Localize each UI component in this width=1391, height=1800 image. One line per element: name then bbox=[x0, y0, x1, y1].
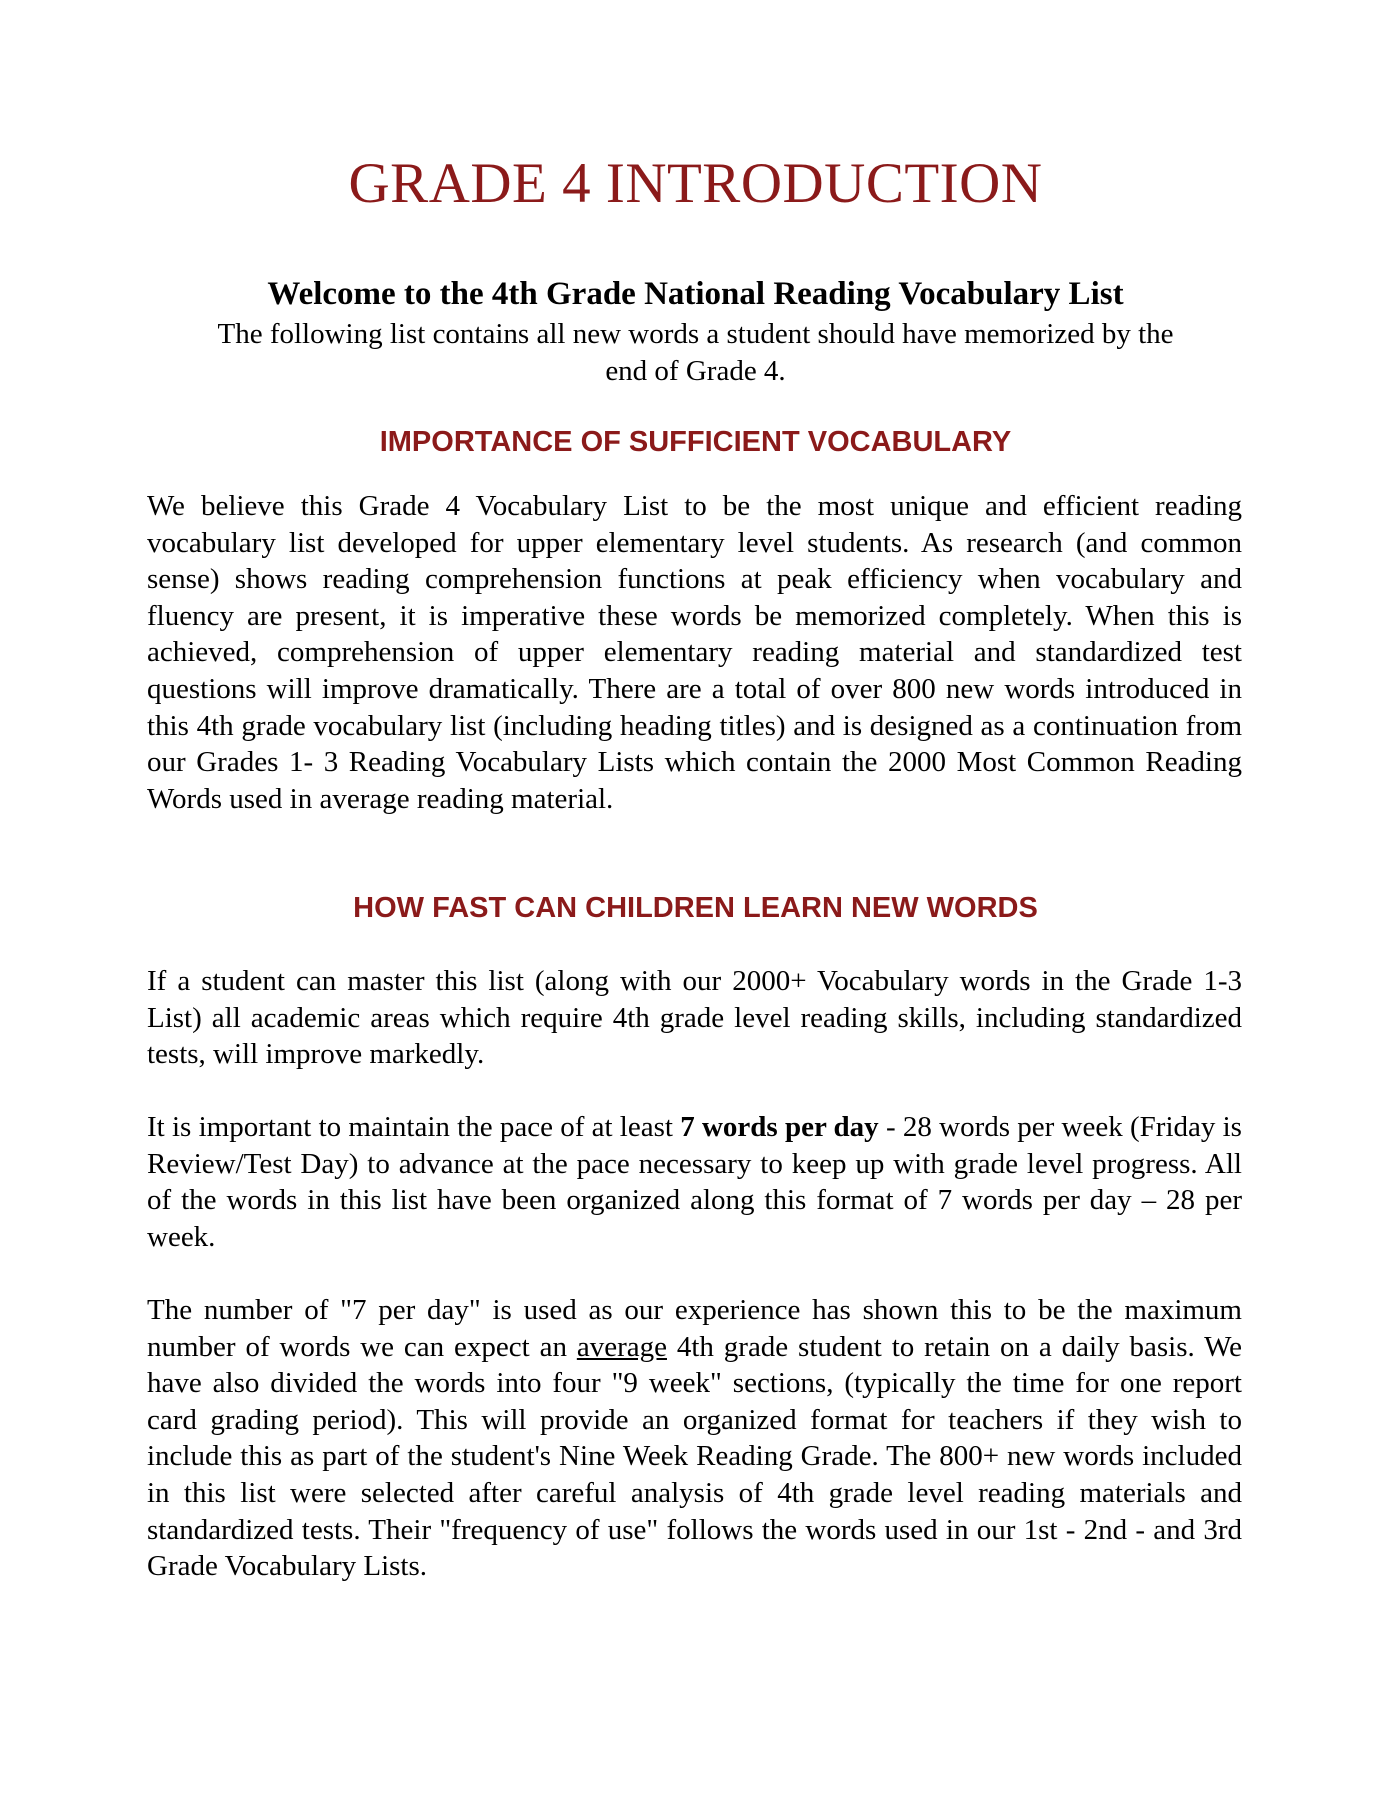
section-heading-learning-speed: HOW FAST CAN CHILDREN LEARN NEW WORDS bbox=[353, 892, 1038, 924]
pace-paragraph bbox=[147, 1109, 1242, 1255]
retention-text-end: 4th grade student to retain on a daily basis. We have also divided the words into four "9 week" sections, (typically the time for one report card grading period). This will provide an organized format for teachers if they wish to include this as part of the student's Nine Week Reading Grade. The 800+ new words included in this list were selected after careful analysis of 4th grade level reading materials and standardized tests. Their "frequency of use" follows the words used in our 1st - 2nd - and 3rd Grade Vocabulary Lists. bbox=[147, 1330, 1242, 1583]
section-heading-vocabulary: IMPORTANCE OF SUFFICIENT VOCABULARY bbox=[379, 426, 1012, 458]
intro-text: The following list contains all new words a student should have memorized by the end of Grade 4. bbox=[217, 318, 1174, 387]
retention-text-start: The number of "7 per day" is used as our experience has shown this to be the maximum number of words we can expect an bbox=[147, 1294, 1242, 1363]
pace-text-end: - 28 words per week (Friday is Review/Test Day) to advance at the pace necessary to keep up with grade level progress. All of the words in this list have been organized along this format of 7 words per day – 28 per week. bbox=[147, 1111, 1242, 1253]
retention-paragraph bbox=[147, 1292, 1242, 1585]
pace-emphasis: 7 words per day bbox=[680, 1111, 879, 1143]
vocabulary-paragraph: We believe this Grade 4 Vocabulary List to be the most unique and efficient reading vocabulary list developed for upper elementary level students. As research (and common sense) shows reading comprehension functions at peak efficiency when vocabulary and fluency are present, it is imperative these words be memorized completely. When this is achieved, comprehension of upper elementary reading material and standardized test questions will improve dramatically. There are a total of over 800 new words introduced in this 4th grade vocabulary list (including heading titles) and is designed as a continuation from our Grades 1- 3 Reading Vocabulary Lists which contain the 2000 Most Common Reading Words used in average reading material. bbox=[147, 490, 1242, 815]
pace-text-start: It is important to maintain the pace of at least bbox=[147, 1111, 681, 1143]
welcome-heading: Welcome to the 4th Grade National Reading Vocabulary List bbox=[267, 276, 1124, 312]
average-underlined: average bbox=[576, 1330, 667, 1363]
page-title: GRADE 4 INTRODUCTION bbox=[348, 152, 1043, 215]
mastery-paragraph: If a student can master this list (along with our 2000+ Vocabulary words in the Grade 1-3 List) all academic areas which require 4th grade level reading skills, including standardized tests, will improve markedly. bbox=[147, 965, 1242, 1071]
